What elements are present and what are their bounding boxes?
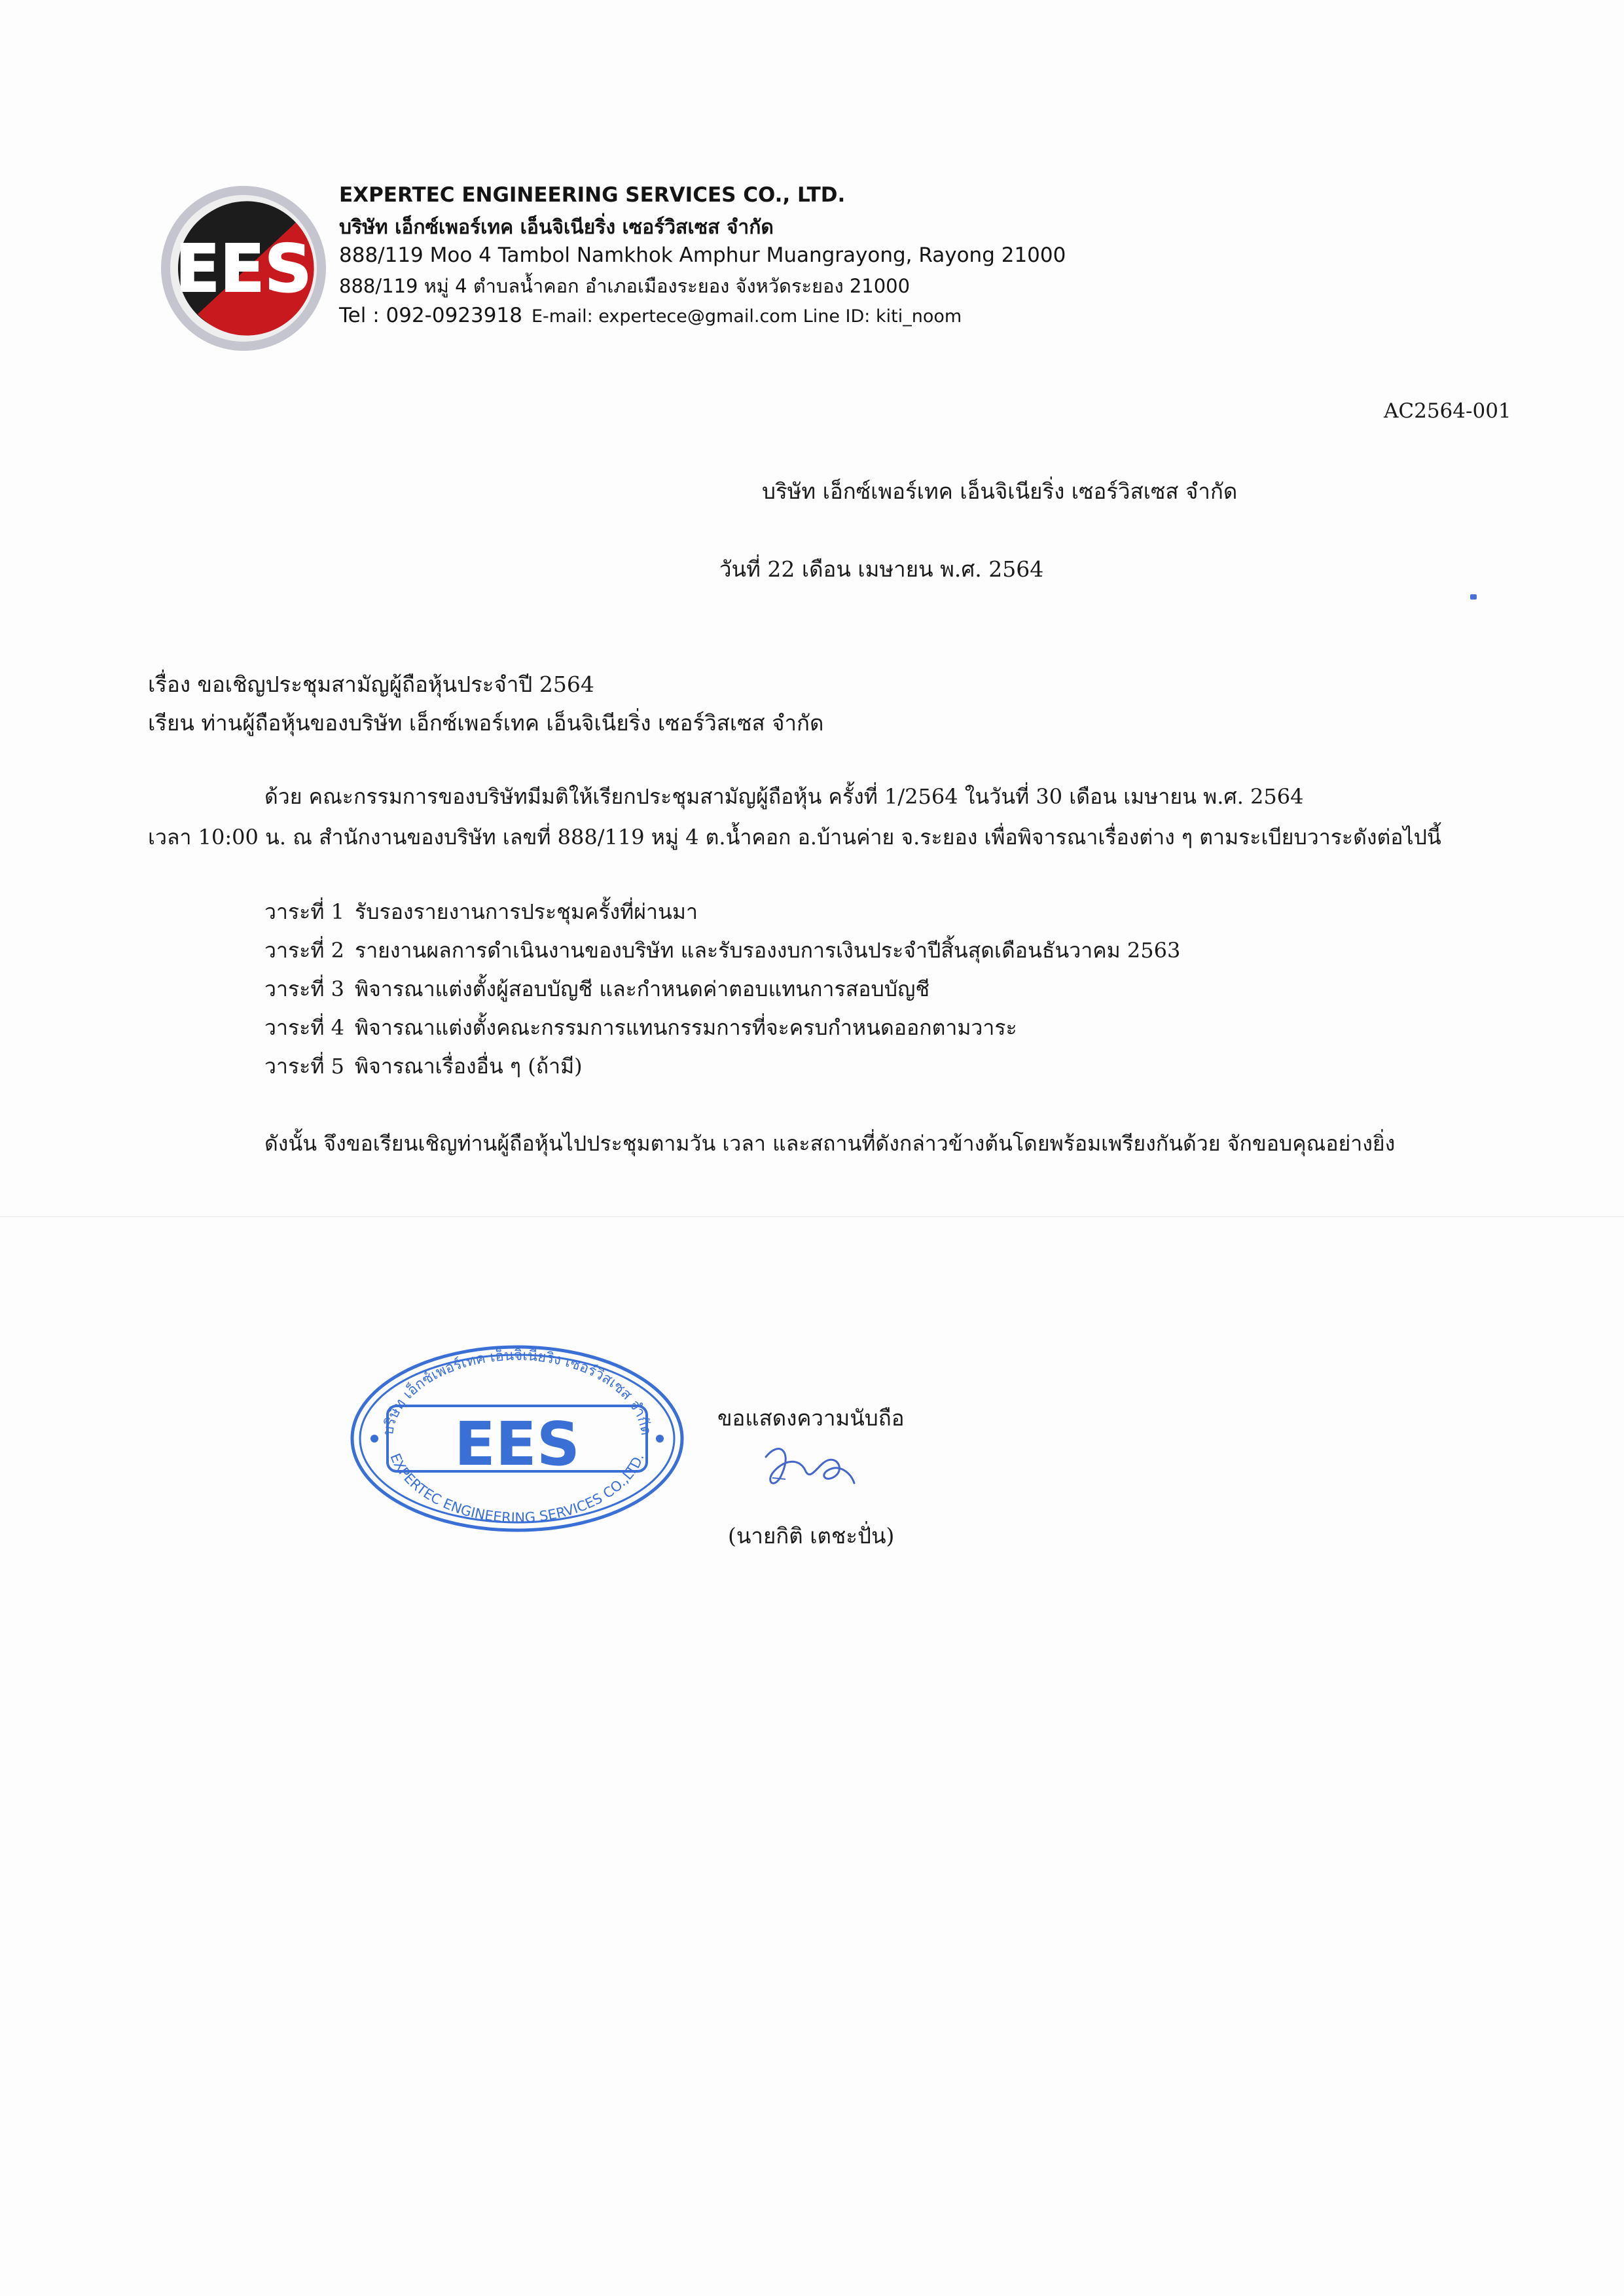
handwritten-signature (753, 1437, 864, 1503)
contact-line (339, 304, 962, 327)
agenda-text: พิจารณาเรื่องอื่น ๆ (ถ้ามี) (355, 1054, 583, 1079)
regards-text: ขอแสดงความนับถือ (717, 1405, 905, 1431)
subject-line: เรื่อง ขอเชิญประชุมสามัญผู้ถือหุ้นประจำปี 2564 (148, 672, 594, 697)
agenda-number: วาระที่ 3 (264, 977, 344, 1001)
agenda-text: รับรองรายงานการประชุมครั้งที่ผ่านมา (355, 899, 698, 924)
agenda-item (264, 973, 1180, 1011)
stamp-center-text: EES (454, 1409, 580, 1479)
recipient-line: เรียน ท่านผู้ถือหุ้นของบริษัท เอ็กซ์เพอร์เทค เอ็นจิเนียริ่ง เซอร์วิสเซส จำกัด (148, 710, 824, 736)
agenda-item (264, 1050, 1180, 1088)
company-logo (158, 183, 329, 353)
blue-mark (1470, 594, 1477, 600)
fold-line (0, 1216, 1624, 1217)
agenda-number: วาระที่ 2 (264, 938, 344, 963)
logo-text: EES (175, 230, 312, 307)
document-number: AC2564-001 (1384, 399, 1511, 423)
agenda-item (264, 895, 1180, 934)
stamp-bottom-arc: EXPERTEC ENGINEERING SERVICES CO.,LTD. (387, 1451, 647, 1526)
closing-paragraph: ดังนั้น จึงขอเรียนเชิญท่านผู้ถือหุ้นไปประชุมตามวัน เวลา และสถานที่ดังกล่าวข้างต้นโดยพร้อมเพรียงกันด้วย จักขอบคุณอย่างยิ่ง (264, 1131, 1396, 1156)
telephone: Tel : 092-0923918 (339, 304, 522, 327)
address-en: 888/119 Moo 4 Tambol Namkhok Amphur Muangrayong, Rayong 21000 (339, 243, 1066, 267)
letter-date: วันที่ 22 เดือน เมษายน พ.ศ. 2564 (719, 556, 1044, 582)
paragraph-line-1: ด้วย คณะกรรมการของบริษัทมีมติให้เรียกประชุมสามัญผู้ถือหุ้น ครั้งที่ 1/2564 ในวันที่ 30 เดือน เมษายน พ.ศ. 2564 (264, 784, 1304, 809)
sender-company: บริษัท เอ็กซ์เพอร์เทค เอ็นจิเนียริ่ง เซอร์วิสเซส จำกัด (762, 478, 1238, 504)
agenda-item (264, 1011, 1180, 1050)
email-line: E-mail: expertece@gmail.com Line ID: kiti_noom (531, 306, 962, 327)
agenda-number: วาระที่ 1 (264, 899, 344, 924)
agenda-number: วาระที่ 4 (264, 1015, 344, 1040)
company-name-th: บริษัท เอ็กซ์เพอร์เทค เอ็นจิเนียริ่ง เซอร์วิสเซส จำกัด (339, 216, 774, 239)
signer-name: (นายกิติ เตชะปั่น) (728, 1523, 895, 1549)
stamp-top-arc: บริษัท เอ็กซ์เพอร์เทค เอ็นจิเนียริ่ง เซอร์วิสเซส จำกัด (380, 1347, 655, 1437)
agenda-list (264, 895, 1180, 1088)
agenda-text: พิจารณาแต่งตั้งคณะกรรมการแทนกรรมการที่จะครบกำหนดออกตามวาระ (355, 1015, 1017, 1040)
company-name-en: EXPERTEC ENGINEERING SERVICES CO., LTD. (339, 183, 846, 207)
agenda-text: รายงานผลการดำเนินงานของบริษัท และรับรองงบการเงินประจำปีสิ้นสุดเดือนธันวาคม 2563 (355, 938, 1181, 963)
agenda-text: พิจารณาแต่งตั้งผู้สอบบัญชี และกำหนดค่าตอบแทนการสอบบัญชี (355, 977, 930, 1001)
paragraph-line-2: เวลา 10:00 น. ณ สำนักงานของบริษัท เลขที่ 888/119 หมู่ 4 ต.น้ำคอก อ.บ้านค่าย จ.ระยอง เพื่อพิจารณาเรื่องต่าง ๆ ตามระเบียบวาระดังต่อไปนี้ (148, 825, 1441, 850)
agenda-item (264, 934, 1180, 973)
company-stamp (347, 1340, 687, 1537)
agenda-number: วาระที่ 5 (264, 1054, 344, 1079)
address-th: 888/119 หมู่ 4 ตำบลน้ำคอก อำเภอเมืองระยอง จังหวัดระยอง 21000 (339, 275, 911, 297)
